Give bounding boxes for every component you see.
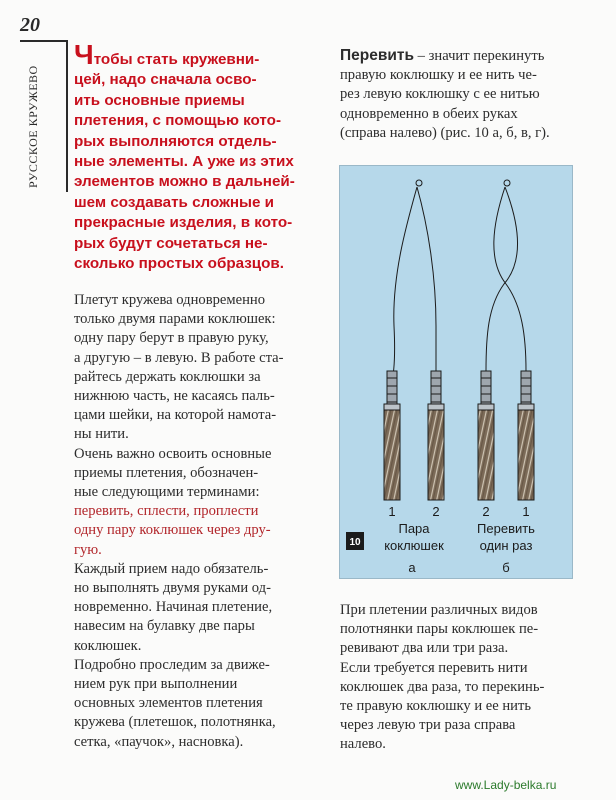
intro-line: рых выполняются отдель- xyxy=(74,132,277,150)
bobbin-number: 1 xyxy=(522,504,530,519)
body-line: ные следующими терминами: xyxy=(74,484,260,501)
bobbin xyxy=(384,371,400,500)
caption-left-line: Пара xyxy=(398,521,430,536)
intro-line: шем создавать сложные и xyxy=(74,193,274,211)
bobbin xyxy=(518,371,534,500)
body-line: При плетении различных видов xyxy=(340,602,538,618)
right-body-text xyxy=(340,601,596,755)
body-line: одну пару берут в правую руку, xyxy=(74,330,269,347)
body-line: коклюшек два раза, то перекинь- xyxy=(340,678,545,695)
caption-left-line: коклюшек xyxy=(384,538,444,553)
body-line: основных элементов плетения xyxy=(74,695,263,712)
bobbin-number: 2 xyxy=(432,504,440,519)
body-line: навесим на булавку две пары xyxy=(74,618,255,635)
page-number: 20 xyxy=(20,14,40,36)
bobbin-illustration xyxy=(340,166,574,580)
figure-bobbins xyxy=(339,165,573,579)
intro-line: ить основные приемы xyxy=(74,91,245,109)
body-line: Плетут кружева одновременно xyxy=(74,292,266,308)
dropcap: Ч xyxy=(74,39,94,70)
body-line: полотнянки пары коклюшек пе- xyxy=(340,621,539,638)
term-heading: Перевить xyxy=(340,47,415,64)
subfigure-letter: а xyxy=(408,560,416,575)
body-line: сетка, «паучок», насновка). xyxy=(74,733,244,750)
intro-line: элементов можно в дальней- xyxy=(74,173,295,191)
subfigure-letter: б xyxy=(502,560,510,575)
body-line: новременно. Начиная плетение, xyxy=(74,599,273,616)
figure-number: 10 xyxy=(349,537,361,548)
thread-left-pair xyxy=(392,180,436,376)
definition-text: – значит перекинуть xyxy=(414,48,545,64)
intro-line: сколько простых образцов. xyxy=(74,255,284,273)
intro-line: ные элементы. А уже из этих xyxy=(74,153,294,171)
section-label: РУССКОЕ КРУЖЕВО xyxy=(26,65,40,188)
definition-line: одновременно в обеих руках xyxy=(340,105,518,122)
intro-line: тобы стать кружевни- xyxy=(93,51,260,68)
intro-line: рых будут сочетаться не- xyxy=(74,234,268,252)
intro-line: прекрасные изделия, в кото- xyxy=(74,214,293,232)
terms-line: перевить, сплести, проплести xyxy=(74,503,259,520)
thread-right-pair-twisted xyxy=(486,180,526,371)
body-line: нижнюю часть, не касаясь паль- xyxy=(74,388,275,405)
body-line: кружева (плетешок, полотнянка, xyxy=(74,714,276,731)
intro-paragraph xyxy=(74,39,322,274)
body-line: Очень важно освоить основные xyxy=(74,445,272,462)
body-line: нием рук при выполнении xyxy=(74,676,238,693)
body-line: приемы плетения, обозначен- xyxy=(74,464,259,481)
header-rule-vertical xyxy=(66,40,68,192)
definition-line: рез левую коклюшку с ее нитью xyxy=(340,86,540,103)
terms-line: гую. xyxy=(74,541,102,558)
intro-line: плетения, с помощью кото- xyxy=(74,112,282,130)
body-line: Каждый прием надо обязатель- xyxy=(74,560,269,577)
caption-right-line: один раз xyxy=(479,538,533,553)
bobbin-number: 1 xyxy=(388,504,396,519)
bobbin xyxy=(478,371,494,500)
intro-line: цей, надо сначала осво- xyxy=(74,71,257,89)
bobbin xyxy=(428,371,444,500)
terms-line: одну пару коклюшек через дру- xyxy=(74,522,271,539)
body-line: те правую коклюшку и ее нить xyxy=(340,698,532,715)
body-line: ны нити. xyxy=(74,426,129,443)
left-body-text xyxy=(74,291,324,752)
header-rule-horizontal xyxy=(20,40,68,42)
bobbin-number: 2 xyxy=(482,504,490,519)
body-line: райтесь держать коклюшки за xyxy=(74,368,261,385)
definition-line: (справа налево) (рис. 10 а, б, в, г). xyxy=(340,124,550,141)
body-line: цами шейки, на которой намота- xyxy=(74,407,277,424)
body-line: Подробно проследим за движе- xyxy=(74,656,270,673)
body-line: Если требуется перевить нити xyxy=(340,659,528,676)
body-line: только двумя парами коклюшек: xyxy=(74,311,276,328)
body-line: но выполнять двумя руками од- xyxy=(74,580,271,597)
definition-line: правую коклюшку и ее нить че- xyxy=(340,67,537,84)
body-line: а другую – в левую. В работе ста- xyxy=(74,349,284,366)
body-line: ревивают два или три раза. xyxy=(340,640,509,657)
right-intro-text xyxy=(340,46,596,143)
body-line: коклюшек. xyxy=(74,637,142,654)
website-link[interactable]: www.Lady-belka.ru xyxy=(455,778,557,792)
body-line: через левую три раза справа xyxy=(340,717,516,734)
body-line: налево. xyxy=(340,736,386,753)
caption-right-line: Перевить xyxy=(477,521,535,536)
